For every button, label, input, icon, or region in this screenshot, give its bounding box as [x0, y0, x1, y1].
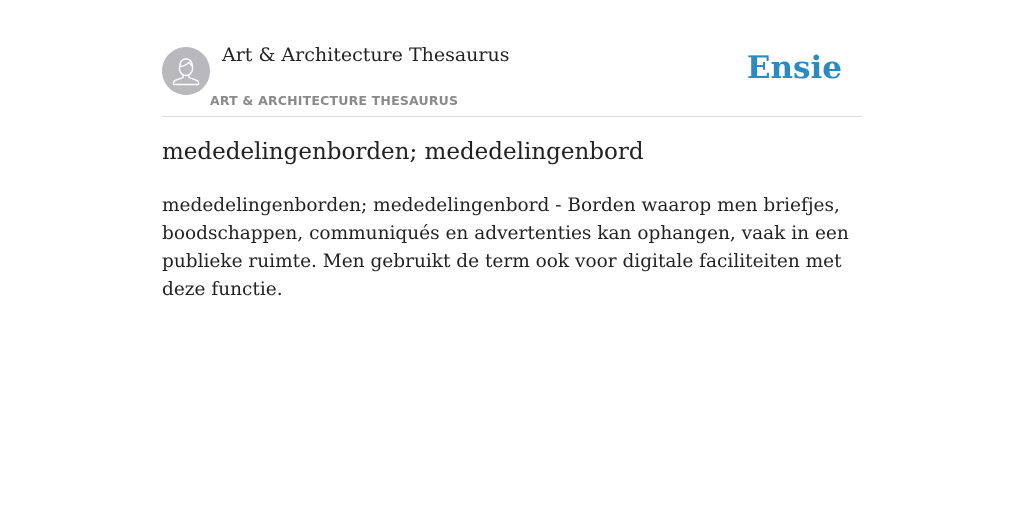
- entry-card: [162, 0, 862, 300]
- source-subtitle[interactable]: ART & ARCHITECTURE THESAURUS: [210, 93, 459, 108]
- source-title[interactable]: Art & Architecture Thesaurus: [222, 44, 510, 66]
- entry-header: [162, 0, 862, 117]
- definition-text: mededelingenborden; mededelingenbord - Borden waarop men briefjes, boodschappen, communiqués en advertenties kan ophangen, vaak in een publieke ruimte. Men gebruikt de term ook voor digitale faciliteiten met deze functie.: [162, 195, 849, 300]
- page-title: mededelingenborden; mededelingenbord: [162, 139, 644, 165]
- ensie-logo[interactable]: Ensie: [746, 50, 842, 86]
- user-avatar-icon[interactable]: [162, 47, 210, 95]
